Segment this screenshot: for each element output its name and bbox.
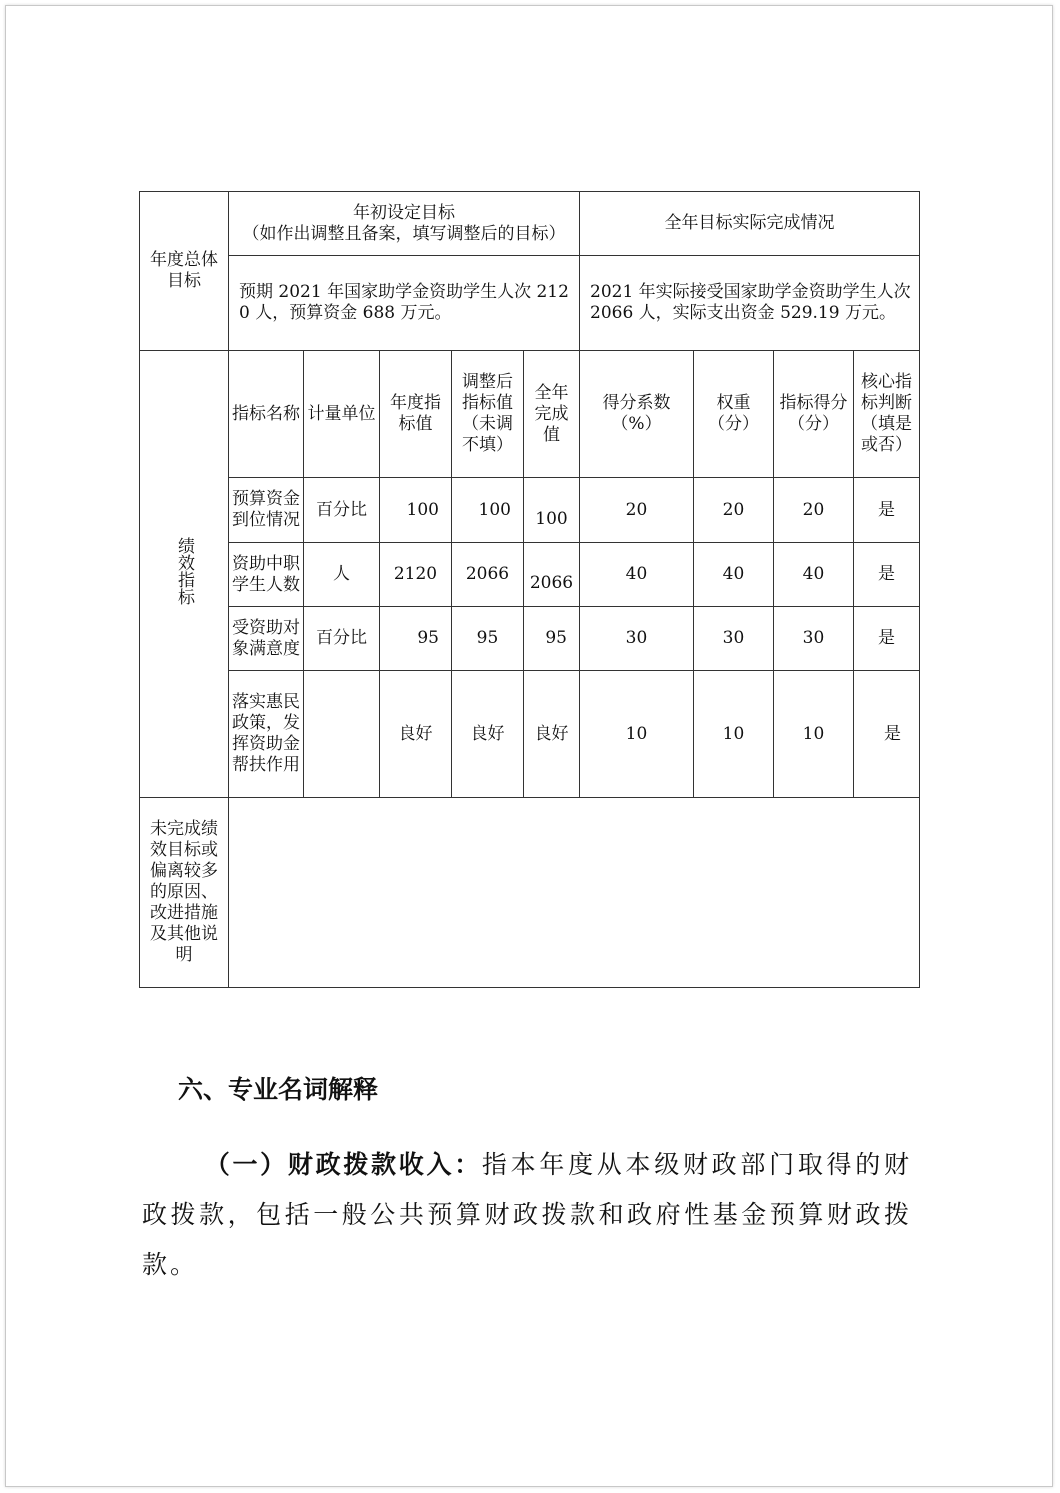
row-completed: 100	[524, 478, 580, 543]
row-coef: 10	[580, 671, 694, 798]
row-annual: 2120	[380, 543, 452, 607]
row-unit: 百分比	[304, 478, 380, 543]
initial-target-text: 预期 2021 年国家助学金资助学生人次 2120 人，预算资金 688 万元。	[229, 256, 580, 351]
initial-target-note: （如作出调整且备案，填写调整后的目标）	[242, 223, 566, 244]
row-adjusted: 2066	[452, 543, 524, 607]
row-weight: 40	[694, 543, 774, 607]
row-name: 落实惠民政策，发挥资助金帮扶作用	[229, 671, 304, 798]
row-name: 受资助对象满意度	[229, 607, 304, 671]
row-name: 资助中职学生人数	[229, 543, 304, 607]
col-header-unit: 计量单位	[304, 351, 380, 478]
initial-target-header	[229, 192, 580, 256]
row-adjusted: 95	[452, 607, 524, 671]
row-score: 10	[774, 671, 854, 798]
col-header-adjusted: 调整后指标值（未调不填）	[452, 351, 524, 478]
col-header-completed: 全年完成值	[524, 351, 580, 478]
row-adjusted: 100	[452, 478, 524, 543]
row-completed: 95	[524, 607, 580, 671]
col-header-core: 核心指标判断（填是或否）	[854, 351, 920, 478]
row-unit: 人	[304, 543, 380, 607]
row-name: 预算资金到位情况	[229, 478, 304, 543]
actual-completion-text: 2021 年实际接受国家助学金资助学生人次 2066 人，实际支出资金 529.19 万元。	[580, 256, 920, 351]
section-heading: 六、专业名词解释	[178, 1075, 379, 1104]
initial-target-title: 年初设定目标	[353, 202, 455, 223]
row-completed: 良好	[524, 671, 580, 798]
row-unit: 百分比	[304, 607, 380, 671]
perf-label: 绩效指标	[174, 537, 194, 605]
row-core: 是	[854, 478, 920, 543]
term-label: （一）财政拨款收入：	[204, 1150, 482, 1179]
col-header-weight: 权重（分）	[694, 351, 774, 478]
term-paragraph	[142, 1140, 912, 1290]
row-coef: 20	[580, 478, 694, 543]
row-unit	[304, 671, 380, 798]
performance-table-wrap	[139, 191, 919, 988]
unfinished-value	[229, 798, 920, 988]
table-row	[140, 671, 920, 798]
row-annual: 95	[380, 607, 452, 671]
row-core: 是	[854, 543, 920, 607]
table-row	[140, 478, 920, 543]
row-coef: 30	[580, 607, 694, 671]
row-weight: 10	[694, 671, 774, 798]
actual-completion-header: 全年目标实际完成情况	[580, 192, 920, 256]
performance-table	[139, 191, 920, 988]
row-weight: 20	[694, 478, 774, 543]
annual-goal-label: 年度总体目标	[140, 192, 229, 351]
perf-label-cell	[140, 351, 229, 798]
row-adjusted: 良好	[452, 671, 524, 798]
col-header-score: 指标得分（分）	[774, 351, 854, 478]
table-row	[140, 543, 920, 607]
term-definition: 指本年度从本级财政部门取得的财政拨款，包括一般公共预算财政拨款和政府性基金预算财政拨款。	[142, 1150, 912, 1279]
row-weight: 30	[694, 607, 774, 671]
row-coef: 40	[580, 543, 694, 607]
col-header-name: 指标名称	[229, 351, 304, 478]
col-header-coef: 得分系数（%）	[580, 351, 694, 478]
row-core: 是	[854, 671, 920, 798]
row-annual: 良好	[380, 671, 452, 798]
table-row	[140, 607, 920, 671]
unfinished-label: 未完成绩效目标或偏离较多的原因、改进措施及其他说明	[140, 798, 229, 988]
row-completed: 2066	[524, 543, 580, 607]
row-score: 30	[774, 607, 854, 671]
row-annual: 100	[380, 478, 452, 543]
row-core: 是	[854, 607, 920, 671]
col-header-annual: 年度指标值	[380, 351, 452, 478]
row-score: 40	[774, 543, 854, 607]
row-score: 20	[774, 478, 854, 543]
